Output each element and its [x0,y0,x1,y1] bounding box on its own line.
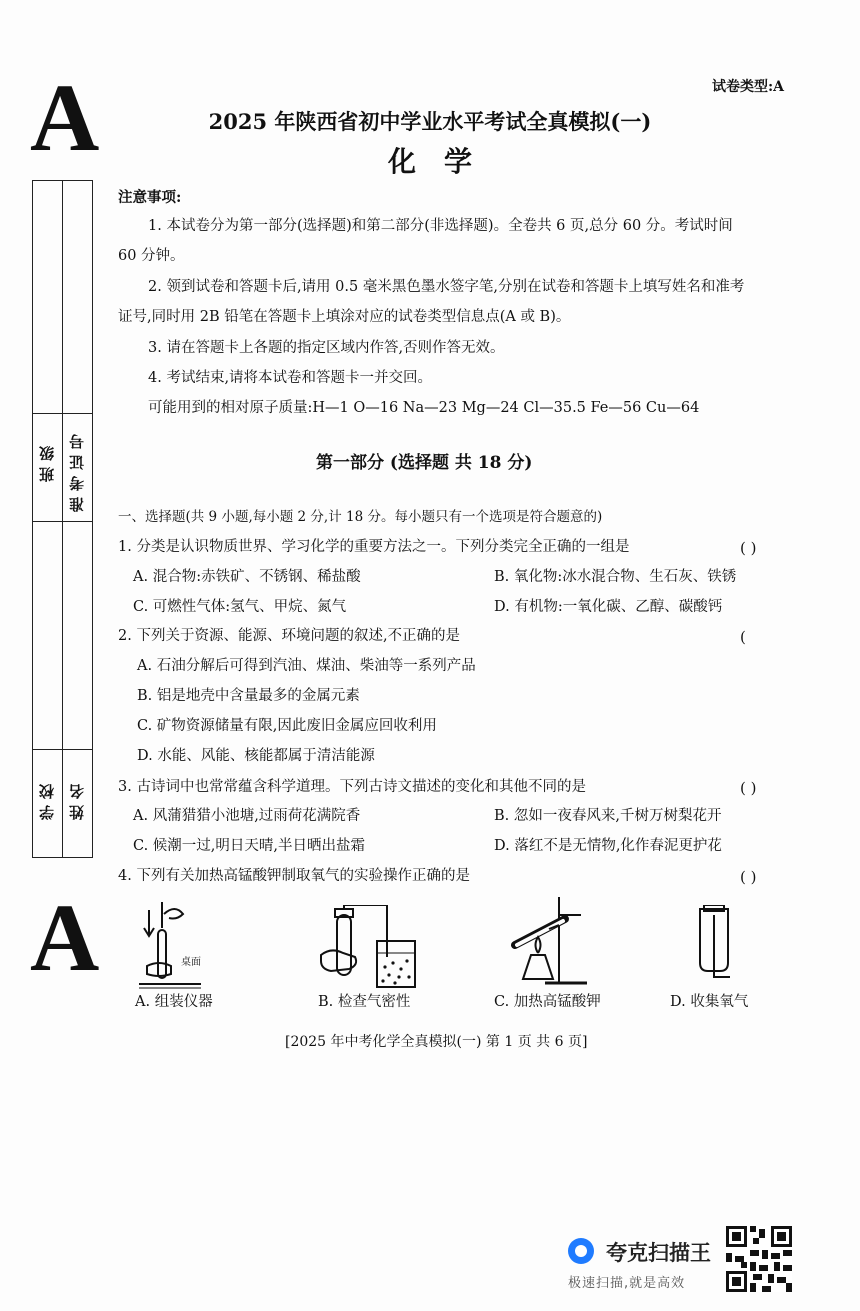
question-stem: 2. 下列关于资源、能源、环境问题的叙述,不正确的是 [118,628,461,644]
figure-heating-potassium-permanganate [505,895,595,990]
page-footer: [2025 年中考化学全真模拟(一) 第 1 页 共 6 页] [285,1034,588,1050]
part-heading: 第一部分 (选择题 共 18 分) [316,453,533,473]
option-a: A. 风蒲猎猎小池塘,过雨荷花满院香 [133,808,361,824]
notice-item: 1. 本试卷分为第一部分(选择题)和第二部分(非选择题)。全卷共 6 页,总分 60 分。考试时间 [148,218,733,234]
option-b: B. 氧化物:冰水混合物、生石灰、铁锈 [494,569,737,585]
notice-heading: 注意事项: [118,189,182,206]
paper-type-letter-top: A [30,64,100,171]
answer-paren: ( ) [740,868,757,886]
name-label: 姓名 [68,778,86,820]
option-a: A. 混合物:赤铁矿、不锈钢、稀盐酸 [133,569,361,585]
option-b: B. 检查气密性 [318,994,411,1010]
answer-paren: ( [740,628,746,646]
exam-number-label: 准考证号 [68,428,86,512]
figure-airtightness-check [315,905,420,990]
notice-item: 60 分钟。 [118,248,185,264]
student-info-table [32,180,93,858]
figure-desk-label: 桌面 [181,957,201,968]
option-b: B. 铝是地壳中含量最多的金属元素 [137,688,360,704]
answer-paren: ( ) [740,539,757,557]
section-instruction: 一、选择题(共 9 小题,每小题 2 分,计 18 分。每小题只有一个选项是符合题意的) [118,509,603,525]
option-d: D. 收集氧气 [670,994,749,1010]
option-c: C. 候潮一过,明日天晴,半日晒出盐霜 [133,838,366,854]
figure-collect-oxygen [690,905,738,985]
option-c: C. 加热高锰酸钾 [494,994,601,1010]
option-a: A. 组装仪器 [135,994,213,1010]
notice-item: 3. 请在答题卡上各题的指定区域内作答,否则作答无效。 [148,340,505,356]
school-label: 学校 [38,778,56,820]
option-d: D. 水能、风能、核能都属于清洁能源 [137,748,375,764]
scanner-slogan: 极速扫描,就是高效 [568,1276,686,1291]
option-d: D. 落红不是无情物,化作春泥更护花 [494,838,722,854]
question-stem: 3. 古诗词中也常常蕴含科学道理。下列古诗文描述的变化和其他不同的是 [118,779,586,795]
qr-code-icon [726,1226,792,1292]
question-stem: 1. 分类是认识物质世界、学习化学的重要方法之一。下列分类完全正确的一组是 [118,539,630,555]
answer-paren: ( ) [740,779,757,797]
subject-title: 化学 [387,145,500,178]
option-c: C. 可燃性气体:氢气、甲烷、氮气 [133,599,347,615]
quark-logo-icon [568,1238,594,1264]
paper-type-letter-bottom: A [30,884,100,991]
option-c: C. 矿物资源储量有限,因此废旧金属应回收利用 [137,718,437,734]
question-stem: 4. 下列有关加热高锰酸钾制取氧气的实验操作正确的是 [118,868,470,884]
notice-item: 证号,同时用 2B 铅笔在答题卡上填涂对应的试卷类型信息点(A 或 B)。 [118,309,571,325]
scanner-brand-name: 夸克扫描王 [606,1241,711,1265]
exam-title: 2025 年陕西省初中学业水平考试全真模拟(一) [208,109,652,134]
option-d: D. 有机物:一氧化碳、乙醇、碳酸钙 [494,599,723,615]
atomic-mass-line: 可能用到的相对原子质量:H—1 O—16 Na—23 Mg—24 Cl—35.5 Fe—56 Cu—64 [148,400,700,416]
option-b: B. 忽如一夜春风来,千树万树梨花开 [494,808,722,824]
class-label: 班级 [38,440,56,482]
figure-assemble-apparatus [135,900,205,992]
notice-item: 4. 考试结束,请将本试卷和答题卡一并交回。 [148,370,433,386]
option-a: A. 石油分解后可得到汽油、煤油、柴油等一系列产品 [137,658,476,674]
paper-type-label: 试卷类型:A [712,79,785,95]
notice-item: 2. 领到试卷和答题卡后,请用 0.5 毫米黑色墨水签字笔,分别在试卷和答题卡上填写姓名和准考 [148,279,745,295]
